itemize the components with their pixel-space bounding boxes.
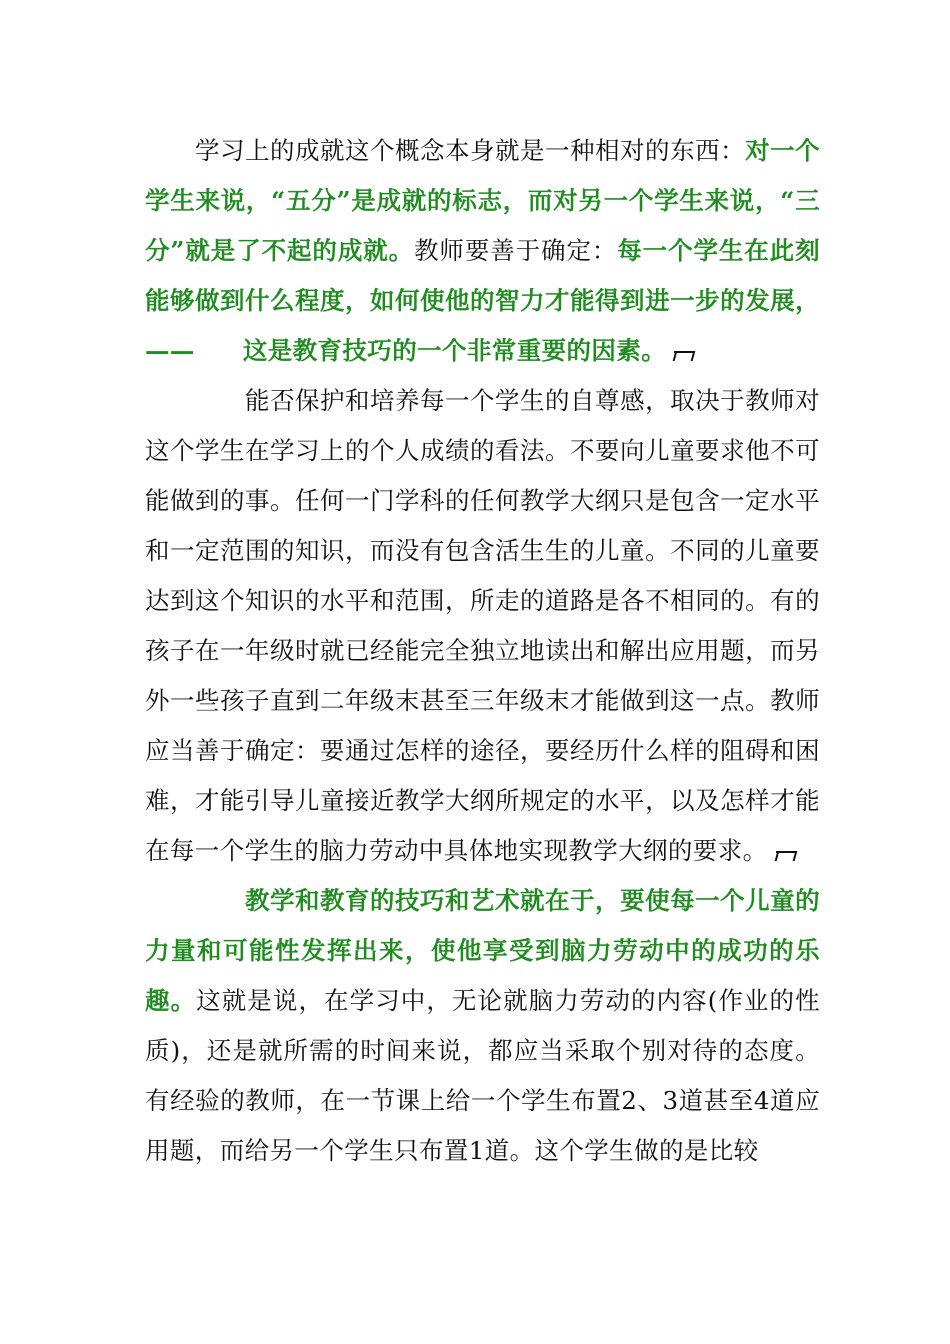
paragraph-1-highlight: 这是教育技巧的一个非常重要的因素。 (242, 336, 667, 365)
paragraph-3-highlight: 教学和教育的技巧和艺术就在于，要使每一个儿童的力量和可能性发挥出来，使他享受到脑力劳动中的成功的乐趣。 (145, 886, 820, 1015)
paragraph-1 (145, 126, 820, 376)
paragraph-2 (145, 376, 820, 876)
paragraph-end-mark-icon (776, 851, 796, 861)
paragraph-1-highlight: 每一个学生在此刻能够做到什么程度，如何使他的智力才能得到进一步的发展，—— (145, 236, 820, 365)
paragraph-end-mark-icon (674, 351, 694, 361)
paragraph-3 (145, 876, 820, 1176)
paragraph-1-text: 学习上的成就这个概念本身就是一种相对的东西： (195, 136, 746, 165)
paragraph-2-text: 能否保护和培养每一个学生的自尊感，取决于教师对这个学生在学习上的个人成绩的看法。不要向儿童要求他不可能做到的事。任何一门学科的任何教学大纲只是包含一定水平和一定范围的知识，而没有包含活生生的儿童。不同的儿童要达到这个知识的水平和范围，所走的道路是各不相同的。有的孩子在一年级时就已经能完全独立地读出和解出应用题，而另外一些孩子直到二年级末甚至三年级末才能做到这一点。教师应当善于确定：要通过怎样的途径，要经历什么样的阻碍和困难，才能引导儿童接近教学大纲所规定的水平，以及怎样才能在每一个学生的脑力劳动中具体地实现教学大纲的要求。 (145, 386, 820, 865)
document-page (145, 126, 820, 1176)
paragraph-3-text: 这就是说，在学习中，无论就脑力劳动的内容(作业的性质)，还是就所需的时间来说，都应当采取个别对待的态度。有经验的教师，在一节课上给一个学生布置2、3道甚至4道应用题，而给另一个学生只布置1道。这个学生做的是比较 (145, 986, 820, 1165)
paragraph-1-text: 教师要善于确定： (414, 236, 618, 265)
paragraph-1-highlight: 对一个学生来说，“五分”是成就的标志，而对另一个学生来说，“三分”就是了不起的成就。 (145, 136, 820, 265)
